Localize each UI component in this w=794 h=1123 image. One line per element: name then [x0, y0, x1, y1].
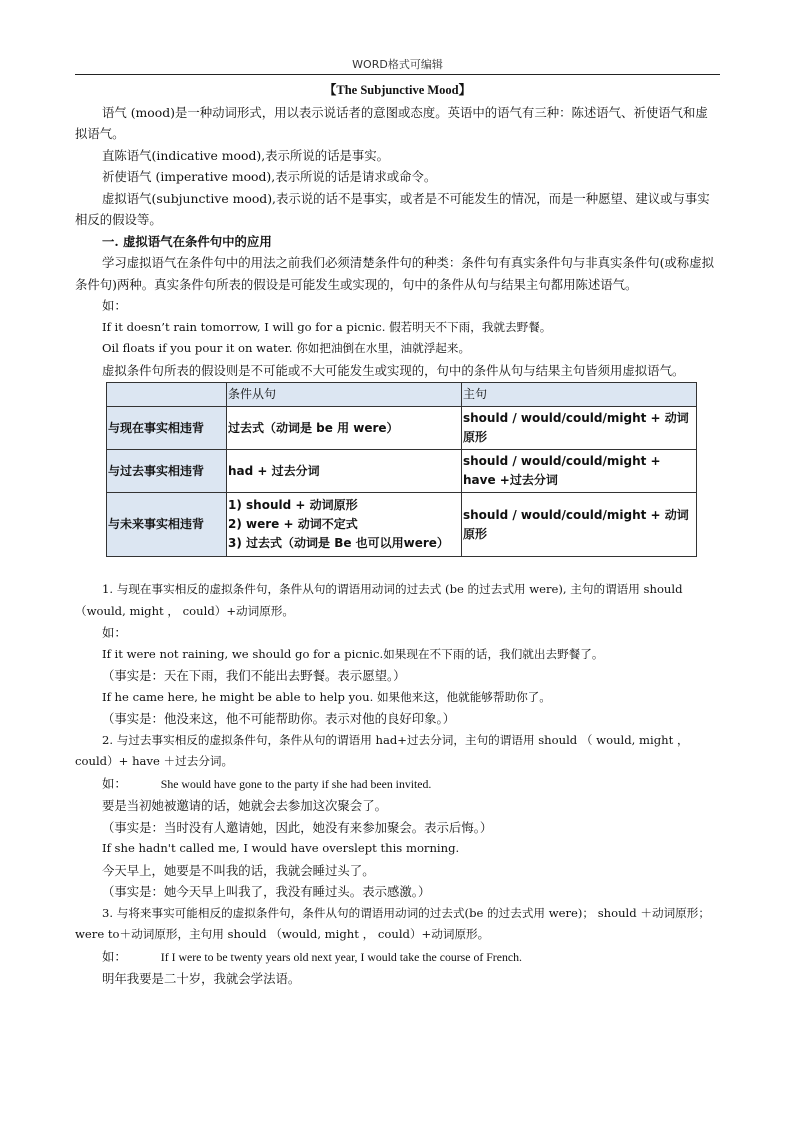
example-line: [75, 946, 720, 969]
table-row: [107, 450, 697, 493]
table-header-cell: 主句: [462, 383, 697, 407]
example-line: [75, 773, 720, 796]
example-sentence: She would have gone to the party if she had been invited.: [160, 776, 432, 791]
example-translation: 今天早上，她要是不叫我的话，我就会睡过头了。: [102, 862, 375, 878]
table-header-row: [107, 383, 697, 407]
rule-paragraph: 2. 与过去事实相反的虚拟条件句，条件从句的谓语用 had+过去分词，主句的谓语用 should （ would, might ， could）+ have ＋过去分词。: [75, 732, 689, 768]
document-body: [75, 80, 720, 990]
intro-paragraph: 祈使语气 (imperative mood),表示所说的话是请求或命令。: [102, 169, 437, 184]
example-sentence: If I were to be twenty years old next year, I would take the course of French.: [160, 949, 522, 964]
table-header-cell: [107, 383, 227, 407]
table-row: [107, 493, 697, 557]
section-heading: 一. 虚拟语气在条件句中的应用: [102, 233, 272, 249]
example-note: （事实是：当时没有人邀请她，因此，她没有来参加聚会。表示后悔。）: [102, 819, 493, 835]
body-paragraph: 虚拟条件句所表的假设则是不可能或不大可能发生或实现的，句中的条件从句与结果主句皆须用虚拟语气。: [102, 362, 685, 378]
clause-line: 1) should + 动词原形: [228, 498, 358, 512]
clause-cell: had + 过去分词: [227, 450, 462, 493]
table-row: [107, 407, 697, 450]
header-divider: [75, 74, 720, 75]
intro-paragraph: 直陈语气(indicative mood),表示所说的话是事实。: [102, 147, 390, 163]
example-sentence: Oil floats if you pour it on water. 你如把油倒在水里，油就浮起来。: [102, 341, 471, 355]
row-label: 与现在事实相违背: [107, 407, 227, 450]
example-translation: 要是当初她被邀请的话，她就会去参加这次聚会了。: [102, 798, 387, 813]
conditional-table: [106, 382, 697, 557]
example-label: 如：: [102, 775, 127, 791]
main-cell: should / would/could/might + have +过去分词: [462, 450, 697, 493]
example-label: 如：: [102, 298, 127, 313]
table-header-cell: 条件从句: [227, 383, 462, 407]
row-label: 与过去事实相违背: [107, 450, 227, 493]
example-note: （事实是：他没来这，他不可能帮助你。表示对他的良好印象。）: [102, 711, 456, 726]
example-sentence: If it doesn’t rain tomorrow, I will go for a picnic. 假若明天不下雨，我就去野餐。: [102, 319, 552, 334]
rule-paragraph: 3. 与将来事实可能相反的虚拟条件句，条件从句的谓语用动词的过去式(be 的过去式用 were)； should ＋动词原形；were to＋动词原形，主句用 should （would, might ， could）+动词原形。: [75, 905, 710, 941]
example-label: 如：: [102, 625, 127, 640]
clause-line: 2) were + 动词不定式: [228, 517, 358, 531]
example-note: （事实是：她今天早上叫我了，我没有睡过头。表示感激。）: [102, 884, 431, 899]
example-sentence: If it were not raining, we should go for a picnic.如果现在不下雨的话，我们就出去野餐了。: [102, 646, 604, 661]
clause-line: 3) 过去式（动词是 Be 也可以用were）: [228, 536, 449, 550]
example-note: （事实是：天在下雨，我们不能出去野餐。表示愿望。）: [102, 668, 406, 683]
example-translation: 明年我要是二十岁，我就会学法语。: [102, 971, 301, 986]
example-label: 如：: [102, 948, 127, 964]
rule-paragraph: 1. 与现在事实相反的虚拟条件句，条件从句的谓语用动词的过去式 (be 的过去式用 were), 主句的谓语用 should （would, might ， could）+动词原形。: [75, 582, 683, 618]
example-sentence: If he came here, he might be able to help you. 如果他来这，他就能够帮助你了。: [102, 689, 551, 704]
clause-cell: 过去式（动词是 be 用 were）: [227, 407, 462, 450]
intro-paragraph: 虚拟语气(subjunctive mood),表示说的话不是事实，或者是不可能发生的情况，而是一种愿望、建议或与事实相反的假设等。: [75, 190, 710, 227]
example-sentence: If she hadn't called me, I would have overslept this morning.: [102, 841, 460, 855]
body-paragraph: 学习虚拟语气在条件句中的用法之前我们必须清楚条件句的种类：条件句有真实条件句与非真实条件句(或称虚拟条件句)两种。真实条件句所表的假设是可能发生或实现的，句中的条件从句与结果主句都用陈述语气。: [75, 255, 714, 292]
clause-cell: [227, 493, 462, 557]
page-header: WORD格式可编辑: [352, 58, 443, 71]
main-cell: should / would/could/might + 动词原形: [462, 493, 697, 557]
main-cell: should / would/could/might + 动词原形: [462, 407, 697, 450]
row-label: 与未来事实相违背: [107, 493, 227, 557]
document-title: 【The Subjunctive Mood】: [323, 83, 472, 97]
intro-paragraph: 语气 (mood)是一种动词形式，用以表示说话者的意图或态度。英语中的语气有三种：陈述语气、祈使语气和虚拟语气。: [75, 104, 708, 141]
